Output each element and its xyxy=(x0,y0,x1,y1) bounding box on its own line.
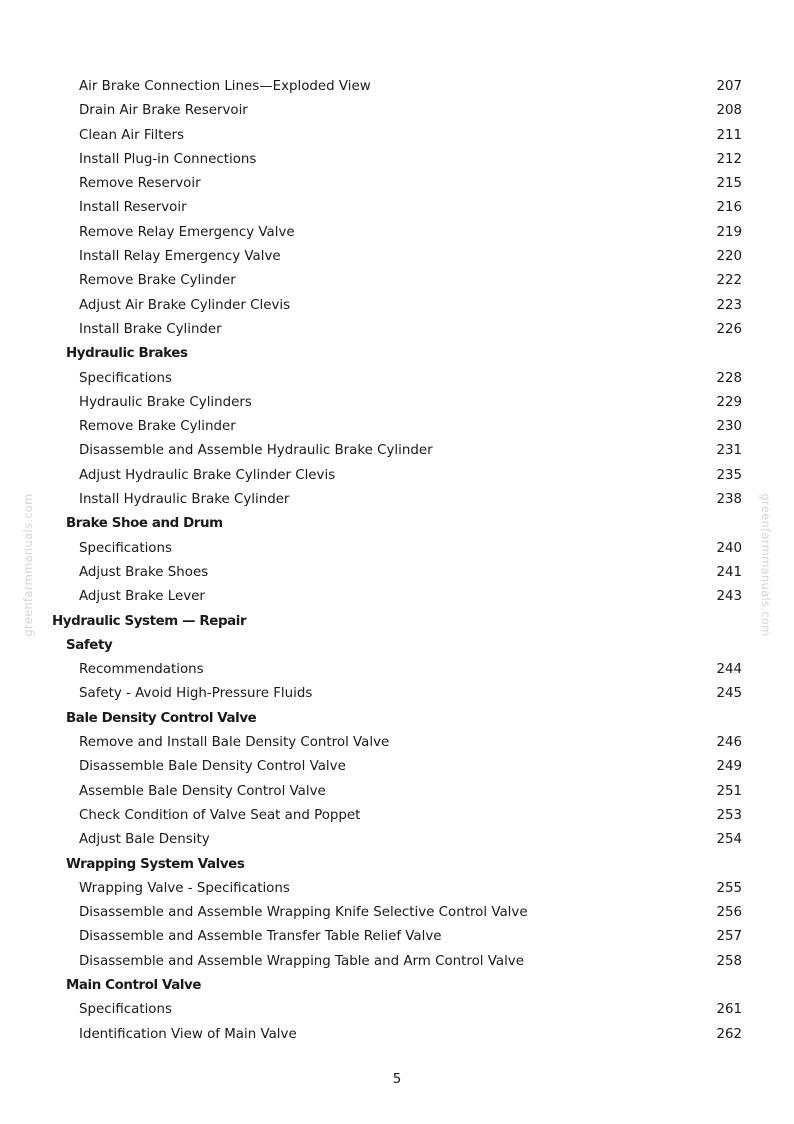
toc-entry-page: 216 xyxy=(716,200,742,216)
toc-entry[interactable] xyxy=(0,755,794,779)
toc-entry-title: Disassemble and Assemble Wrapping Table and Arm Control Valve xyxy=(79,953,524,969)
toc-entry-title: Drain Air Brake Reservoir xyxy=(79,103,248,119)
toc-chapter-heading[interactable] xyxy=(0,610,794,634)
toc-entry-title: Remove Brake Cylinder xyxy=(79,419,236,435)
toc-section-heading[interactable] xyxy=(0,512,794,536)
toc-entry-title: Install Plug-in Connections xyxy=(79,151,257,167)
toc-entry-page: 249 xyxy=(716,759,742,775)
toc-entry-page: 220 xyxy=(716,249,742,265)
watermark-right: greenfarmmanuals.com xyxy=(759,493,773,637)
toc-entry-title: Remove Reservoir xyxy=(79,176,201,192)
toc-entry[interactable] xyxy=(0,464,794,488)
toc-entry-page: 245 xyxy=(716,686,742,702)
toc-entry[interactable] xyxy=(0,877,794,901)
toc-entry-title: Specifications xyxy=(79,370,172,386)
toc-entry-page: 253 xyxy=(716,807,742,823)
toc-entry-page: 238 xyxy=(716,492,742,508)
toc-entry-title: Specifications xyxy=(79,540,172,556)
toc-entry-title: Adjust Brake Lever xyxy=(79,589,205,605)
toc-entry-page: 223 xyxy=(716,297,742,313)
toc-entry-title: Adjust Bale Density xyxy=(79,832,210,848)
toc-entry-title: Check Condition of Valve Seat and Poppet xyxy=(79,807,361,823)
toc-entry-title: Disassemble and Assemble Transfer Table Relief Valve xyxy=(79,929,442,945)
toc-entry[interactable] xyxy=(0,148,794,172)
toc-entry-page: 231 xyxy=(716,443,742,459)
toc-entry-page: 207 xyxy=(716,79,742,94)
toc-entry-page: 244 xyxy=(716,662,742,678)
toc-entry-page: 222 xyxy=(716,273,742,289)
toc-entry-title: Remove Brake Cylinder xyxy=(79,273,236,289)
toc-section-heading[interactable] xyxy=(0,634,794,658)
toc-entry[interactable] xyxy=(0,221,794,245)
toc-entry-title: Specifications xyxy=(79,1002,172,1018)
toc-section-heading[interactable] xyxy=(0,853,794,877)
toc-entry-page: 254 xyxy=(716,832,742,848)
toc-entry[interactable] xyxy=(0,682,794,706)
toc-entry-title: Remove Relay Emergency Valve xyxy=(79,224,295,240)
toc-entry[interactable] xyxy=(0,925,794,949)
toc-entry-page: 256 xyxy=(716,905,742,921)
toc-entry[interactable] xyxy=(0,804,794,828)
toc-entry[interactable] xyxy=(0,367,794,391)
toc-entry[interactable] xyxy=(0,99,794,123)
toc-entry-page: 228 xyxy=(716,370,742,386)
toc-entry-page: 243 xyxy=(716,589,742,605)
toc-entry-title: Remove and Install Bale Density Control Valve xyxy=(79,735,390,751)
toc-entry-title: Wrapping System Valves xyxy=(66,856,245,872)
toc-entry-title: Hydraulic System — Repair xyxy=(52,613,247,629)
toc-entry[interactable] xyxy=(0,998,794,1022)
toc-entry-title: Identification View of Main Valve xyxy=(79,1026,297,1042)
toc-entry[interactable] xyxy=(0,124,794,148)
toc-entry-title: Disassemble and Assemble Hydraulic Brake Cylinder xyxy=(79,443,433,459)
toc-entry[interactable] xyxy=(0,780,794,804)
toc-entry-page: 211 xyxy=(716,127,742,143)
toc-entry-title: Bale Density Control Valve xyxy=(66,710,257,726)
toc-entry-title: Adjust Air Brake Cylinder Clevis xyxy=(79,297,291,313)
toc-entry-title: Install Relay Emergency Valve xyxy=(79,249,281,265)
toc-entry[interactable] xyxy=(0,1023,794,1047)
toc-entry-page: 240 xyxy=(716,540,742,556)
toc-entry[interactable] xyxy=(0,196,794,220)
toc-entry-page: 208 xyxy=(716,103,742,119)
toc-entry[interactable] xyxy=(0,269,794,293)
toc-entry-title: Disassemble and Assemble Wrapping Knife Selective Control Valve xyxy=(79,905,528,921)
toc-entry-page: 235 xyxy=(716,467,742,483)
toc-entry-title: Install Reservoir xyxy=(79,200,187,216)
toc-entry-page: 251 xyxy=(716,783,742,799)
toc-entry[interactable] xyxy=(0,415,794,439)
toc-entry-page: 226 xyxy=(716,321,742,337)
toc-entry[interactable] xyxy=(0,731,794,755)
toc-entry[interactable] xyxy=(0,828,794,852)
toc-entry-title: Clean Air Filters xyxy=(79,127,185,143)
toc-entry-page: 229 xyxy=(716,394,742,410)
toc-entry-title: Disassemble Bale Density Control Valve xyxy=(79,759,346,775)
toc-entry[interactable] xyxy=(0,439,794,463)
toc-entry-title: Adjust Hydraulic Brake Cylinder Clevis xyxy=(79,467,336,483)
toc-section-heading[interactable] xyxy=(0,342,794,366)
page-number: 5 xyxy=(392,1072,402,1087)
toc-entry[interactable] xyxy=(0,75,794,99)
toc-entry[interactable] xyxy=(0,488,794,512)
toc-entry[interactable] xyxy=(0,585,794,609)
toc-entry[interactable] xyxy=(0,561,794,585)
toc-entry[interactable] xyxy=(0,318,794,342)
toc-entry-page: 257 xyxy=(716,929,742,945)
toc-entry-title: Hydraulic Brakes xyxy=(66,346,188,362)
toc-entry-title: Hydraulic Brake Cylinders xyxy=(79,394,252,410)
toc-entry[interactable] xyxy=(0,294,794,318)
toc-entry[interactable] xyxy=(0,658,794,682)
toc-entry[interactable] xyxy=(0,245,794,269)
toc-entry-page: 246 xyxy=(716,735,742,751)
toc-entry-title: Brake Shoe and Drum xyxy=(66,516,223,532)
toc-entry-page: 230 xyxy=(716,419,742,435)
toc-entry-title: Recommendations xyxy=(79,662,204,678)
toc-entry-title: Wrapping Valve - Specifications xyxy=(79,880,290,896)
toc-entry-title: Safety - Avoid High-Pressure Fluids xyxy=(79,686,313,702)
toc-entry-title: Adjust Brake Shoes xyxy=(79,564,209,580)
toc-entry-page: 212 xyxy=(716,151,742,167)
toc-entry-page: 261 xyxy=(716,1002,742,1018)
toc-entry-page: 255 xyxy=(716,880,742,896)
toc-entry-page: 262 xyxy=(716,1026,742,1042)
toc-entry-title: Assemble Bale Density Control Valve xyxy=(79,783,326,799)
toc-entry-title: Main Control Valve xyxy=(66,977,202,993)
toc-entry[interactable] xyxy=(0,901,794,925)
watermark-left: greenfarmmanuals.com xyxy=(21,493,35,637)
toc-entry-title: Install Brake Cylinder xyxy=(79,321,222,337)
toc-entry-page: 219 xyxy=(716,224,742,240)
table-of-contents xyxy=(0,75,794,1047)
toc-entry-title: Install Hydraulic Brake Cylinder xyxy=(79,492,290,508)
toc-section-heading[interactable] xyxy=(0,974,794,998)
toc-entry-page: 215 xyxy=(716,176,742,192)
toc-entry-title: Air Brake Connection Lines—Exploded View xyxy=(79,79,371,94)
toc-entry[interactable] xyxy=(0,172,794,196)
toc-entry[interactable] xyxy=(0,391,794,415)
toc-entry[interactable] xyxy=(0,537,794,561)
toc-entry-page: 241 xyxy=(716,564,742,580)
toc-section-heading[interactable] xyxy=(0,707,794,731)
toc-entry-title: Safety xyxy=(66,637,113,653)
toc-entry[interactable] xyxy=(0,950,794,974)
toc-entry-page: 258 xyxy=(716,953,742,969)
